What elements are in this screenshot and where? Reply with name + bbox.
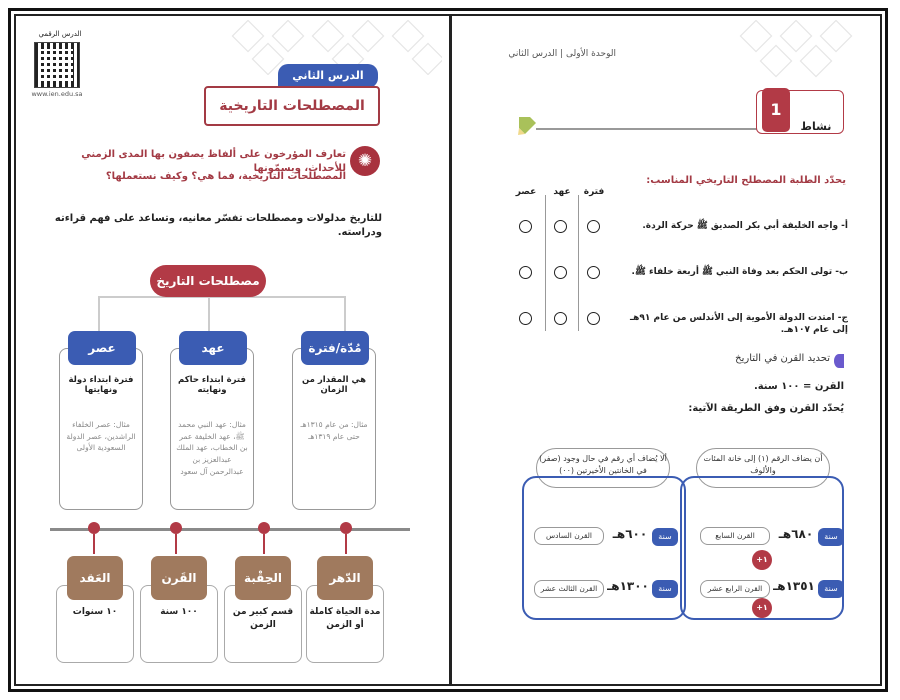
century-definition: القرن = ١٠٠ سنة.	[753, 381, 844, 392]
intro-line-2: المصطلحات التاريخية، فما هي؟ وكيف نستعملها؟	[105, 171, 346, 182]
radio-a-reign[interactable]	[554, 220, 567, 233]
term-decade-title: العَقد	[67, 556, 123, 600]
card-reign-example: مثال: عهد النبي محمد ﷺ، عهد الخليفة عمر بن الخطاب، عهد الملك عبدالعزيز بن عبدالرحمن آل سعود	[176, 420, 248, 476]
column-separator	[545, 195, 546, 331]
year-tag: سنة	[652, 528, 678, 546]
connector-mid	[208, 296, 210, 332]
section-title: تحديد القرن في التاريخ	[735, 353, 830, 364]
rule-add-one: أن يضاف الرقم (١) إلى خانة المئات والألوف	[696, 448, 830, 488]
radio-b-period[interactable]	[587, 266, 600, 279]
year-tag: سنة	[818, 528, 844, 546]
term-age-title: الدّهر	[317, 556, 373, 600]
term-decade-definition: ١٠ سنوات	[72, 607, 118, 617]
pattern-decoration	[735, 20, 875, 80]
col-header-period: فترة	[583, 187, 605, 197]
question-b: ب- تولى الحكم بعد وفاة النبي ﷺ أربعة خلفاء ﷺ.	[631, 267, 848, 277]
timeline-stem	[345, 534, 347, 554]
timeline-stem	[175, 534, 177, 554]
term-epoch-title: الحِقْبة	[235, 556, 291, 600]
example-year: ١٣٠٠هـ	[607, 579, 649, 593]
section-bullet-icon	[834, 354, 844, 368]
term-century	[140, 571, 218, 663]
card-era	[59, 341, 143, 510]
card-era-definition: فترة ابتداء دولة ونهايتها	[68, 375, 134, 395]
example-century: القرن السادس	[534, 527, 604, 545]
card-era-title: عصر	[68, 331, 136, 365]
sun-icon: ✺	[350, 146, 380, 176]
radio-b-era[interactable]	[519, 266, 532, 279]
year-tag: سنة	[818, 580, 844, 598]
term-century-definition: ١٠٠ سنة	[160, 607, 198, 617]
qr-url[interactable]: www.ien.edu.sa	[31, 90, 83, 98]
activity-number: 1	[762, 88, 790, 132]
loop-left	[522, 476, 686, 620]
column-separator	[578, 195, 579, 331]
example-century: القرن السابع	[700, 527, 770, 545]
pencil-icon	[516, 114, 538, 136]
radio-c-reign[interactable]	[554, 312, 567, 325]
term-age	[306, 571, 384, 663]
card-era-example: مثال: عصر الخلفاء الراشدين، عصر الدولة السعودية الأولى	[66, 420, 136, 453]
term-decade	[56, 571, 134, 663]
lesson-title: المصطلحات التاريخية	[204, 86, 380, 126]
col-header-era: عصر	[515, 187, 537, 197]
card-reign	[170, 341, 254, 510]
activity-instruction: يحدّد الطلبة المصطلح التاريخي المناسب:	[646, 175, 846, 186]
connector-right	[344, 296, 346, 336]
qr-label: الدرس الرقمي	[38, 30, 82, 38]
radio-c-era[interactable]	[519, 312, 532, 325]
card-period	[292, 341, 376, 510]
question-c: ج- امتدت الدولة الأموية إلى الأندلس من عام ٩١هـ إلى عام ١٠٧هـ.	[630, 313, 848, 336]
page-header: الوحدة الأولى | الدرس الثاني	[508, 49, 616, 59]
card-period-title: مُدّة/فترة	[301, 331, 369, 365]
timeline-dot	[170, 522, 182, 534]
lesson-tag: الدرس الثاني	[278, 64, 378, 88]
timeline-stem	[263, 534, 265, 554]
terms-hub: مصطلحات التاريخ	[150, 265, 266, 297]
timeline-stem	[93, 534, 95, 554]
col-header-reign: عهد	[553, 187, 571, 197]
activity-label: نشاط	[800, 120, 832, 133]
radio-a-era[interactable]	[519, 220, 532, 233]
radio-c-period[interactable]	[587, 312, 600, 325]
timeline-dot	[88, 522, 100, 534]
rule-no-add: ألا يُضاف أي رقم في حال وجود (صفر) في الخانتين الأخيرتين (٠٠)	[536, 448, 670, 488]
example-century: القرن الرابع عشر	[700, 580, 770, 598]
activity-rule	[536, 128, 764, 130]
term-epoch-definition: قسم كبير من الزمن	[232, 607, 294, 631]
question-a: أ- واجه الخليفة أبي بكر الصديق ﷺ حركة الردة.	[642, 221, 848, 231]
term-epoch	[224, 571, 302, 663]
card-reign-title: عهد	[179, 331, 247, 365]
book-spine	[449, 16, 452, 684]
plus-one-badge: +١	[752, 598, 772, 618]
radio-b-reign[interactable]	[554, 266, 567, 279]
example-century: القرن الثالث عشر	[534, 580, 604, 598]
example-year: ٦٨٠هـ	[778, 527, 814, 541]
timeline-dot	[340, 522, 352, 534]
method-line: يُحدّد القرن وفق الطريقة الآتية:	[688, 403, 844, 414]
card-period-example: مثال: من عام ١٣١٥هـ حتى عام ١٣١٩هـ	[300, 420, 368, 441]
body-line: للتاريخ مدلولات ومصطلحات تفسّر معانيه، وتساعد على فهم قراءته ودراسته.	[54, 213, 382, 238]
connector-left	[98, 296, 100, 336]
year-tag: سنة	[652, 580, 678, 598]
card-period-definition: هي المقدار من الزمان	[302, 375, 366, 395]
timeline-dot	[258, 522, 270, 534]
term-age-definition: مدة الحياة كاملة أو الزمن	[309, 607, 381, 631]
plus-one-badge: +١	[752, 550, 772, 570]
example-year: ١٣٥١هـ	[773, 579, 815, 593]
term-century-title: القَرن	[151, 556, 207, 600]
card-reign-definition: فترة ابتداء حاكم ونهايته	[178, 375, 246, 395]
radio-a-period[interactable]	[587, 220, 600, 233]
qr-code-icon[interactable]	[34, 42, 80, 88]
example-year: ٦٠٠هـ	[612, 527, 648, 541]
timeline-bar	[50, 528, 410, 531]
intro-line-1: تعارف المؤرخون على ألفاظ يصفون بها المدى الزمني للأحداث، ويسمّونها	[81, 149, 346, 174]
